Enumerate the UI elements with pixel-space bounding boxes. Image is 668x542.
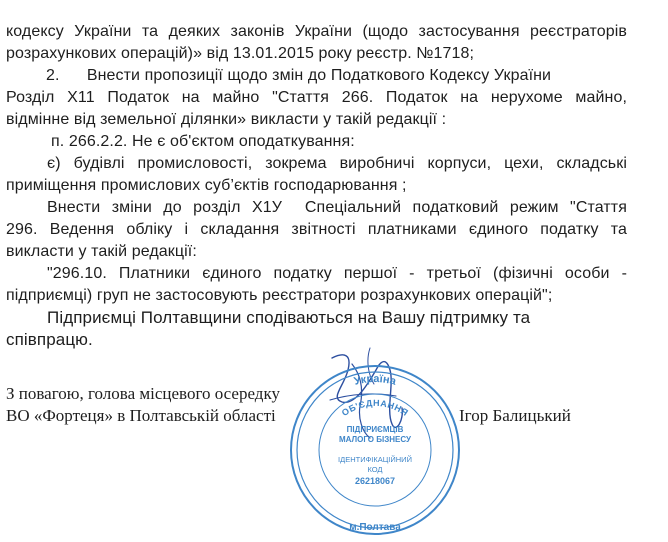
stamp-inner-line-2: ПІДПРИЄМЦІВ	[346, 425, 404, 434]
body-line-15: співпрацю.	[6, 330, 93, 349]
body-line-3: 2. Внести пропозиції щодо змін до Податкового Кодексу України	[46, 67, 552, 84]
signatory-name: Ігор Балицький	[459, 406, 571, 425]
body-line-13: підприємці) груп не застосовують реєстратори розрахункових операцій";	[6, 287, 553, 304]
stamp-center-label-1: ІДЕНТИФІКАЦІЙНИЙ	[338, 455, 412, 464]
svg-text:Україна	[353, 373, 398, 388]
stamp-outer-bottom: м.Полтава	[349, 522, 401, 533]
body-line-9: Внести зміни до розділ Х1У Спеціальний податковий режим "Стаття	[47, 199, 627, 216]
stamp-center-code: 26218067	[354, 476, 396, 486]
organization-stamp	[285, 358, 465, 542]
body-line-6: п. 266.2.2. Не є об'єктом оподаткування:	[51, 133, 355, 150]
stamp-center-label-2: КОД	[367, 465, 383, 474]
body-line-14: Підприємці Полтавщини сподіваються на Вашу підтримку та	[47, 308, 531, 327]
stamp-inner-line-1: ОБ'ЄДНАННЯ	[339, 397, 411, 419]
body-line-1: кодексу України та деяких законів України (щодо застосування реєстраторів	[6, 23, 627, 40]
signature-line-1: З повагою, голова місцевого осередку	[6, 384, 280, 403]
body-line-10: 296. Ведення обліку і складання звітності платниками єдиного податку та	[6, 221, 627, 238]
body-line-11: викласти у такій редакції:	[6, 243, 197, 260]
body-line-2: розрахункових операцій)» від 13.01.2015 року реєстр. №1718;	[6, 45, 475, 62]
body-line-12: "296.10. Платники єдиного податку першої - третьої (фізичні особи -	[47, 265, 627, 282]
stamp-inner-line-3: МАЛОГО БІЗНЕСУ	[339, 435, 411, 444]
signature-line-2: ВО «Фортеця» в Полтавській області	[6, 406, 276, 425]
svg-text:ОБ'ЄДНАННЯ	[340, 398, 410, 418]
body-line-4: Розділ Х11 Податок на майно "Стаття 266. Податок на нерухоме майно,	[6, 89, 627, 106]
body-line-7: є) будівлі промисловості, зокрема виробничі корпуси, цехи, складські	[47, 155, 627, 172]
stamp-outer-top: Україна	[352, 372, 398, 388]
body-line-8: приміщення промислових суб’єктів господарювання ;	[6, 177, 407, 194]
body-line-5: відмінне від земельної ділянки» викласти у такій редакції :	[6, 111, 447, 128]
